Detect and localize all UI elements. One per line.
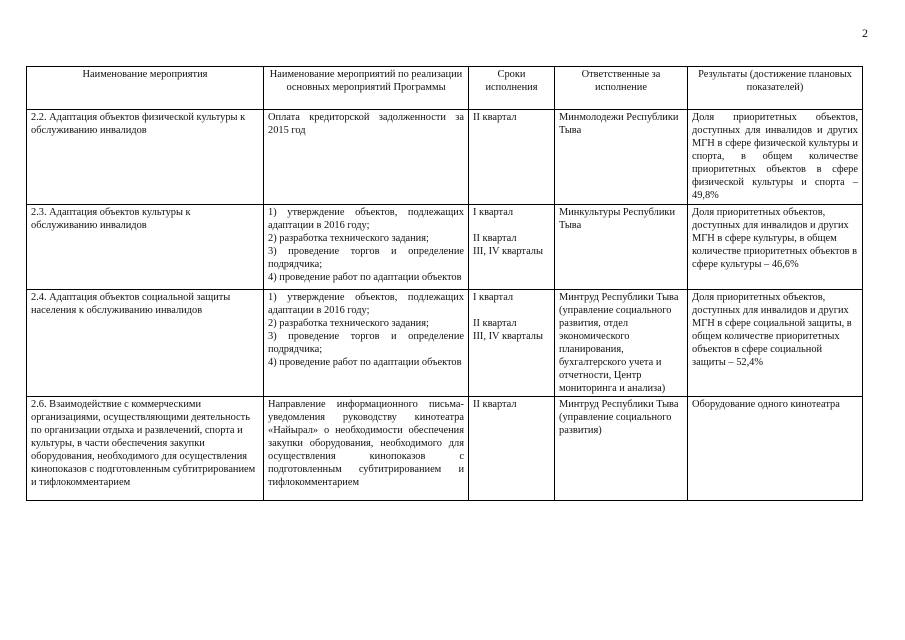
sub-event-item: 4) проведение работ по адаптации объектов xyxy=(268,357,462,368)
deadline-cell xyxy=(469,397,555,501)
deadline-cell xyxy=(469,290,555,397)
deadline-cell xyxy=(469,110,555,205)
table-row xyxy=(27,110,863,205)
responsible-cell: Минкультуры Республики Тыва xyxy=(555,205,688,290)
sub-event-item: 1) утверждение объектов, подлежащих адаптации в 2016 году; xyxy=(268,207,464,231)
event-name-cell: 2.3. Адаптация объектов культуры к обслуживанию инвалидов xyxy=(27,205,264,290)
sub-events-cell xyxy=(264,290,469,397)
table-row xyxy=(27,290,863,397)
deadline-item: II квартал xyxy=(473,233,517,244)
deadline-item: II квартал xyxy=(473,318,517,329)
results-cell: Доля приоритетных объектов, доступных для инвалидов и других МГН в сфере культуры, в общем количестве приоритетных объектов в сфере культуры – 46,6% xyxy=(688,205,863,290)
sub-event-item: 3) проведение торгов и определение подрядчика; xyxy=(268,246,464,270)
sub-event-item: Оплата кредиторской задолженности за 2015 год xyxy=(268,112,464,136)
event-name-cell: 2.4. Адаптация объектов социальной защиты населения к обслуживанию инвалидов xyxy=(27,290,264,397)
deadline-item: II квартал xyxy=(473,112,517,123)
header-event-name: Наименование мероприятия xyxy=(27,67,264,110)
header-results: Результаты (достижение плановых показателей) xyxy=(688,67,863,110)
deadline-item: I квартал xyxy=(473,207,514,218)
results-cell: Доля приоритетных объектов, доступных для инвалидов и других МГН в сфере физической культуры и спорта, в общем количестве приоритетных объектов в сфере физической культуры и спорта – 49,8% xyxy=(688,110,863,205)
header-responsible: Ответственные за исполнение xyxy=(555,67,688,110)
table-header-row xyxy=(27,67,863,110)
page-number: 2 xyxy=(862,26,868,40)
event-name-cell: 2.6. Взаимодействие с коммерческими организациями, осуществляющими деятельность по организации отдыха и развлечений, спорта и культуры, в части обеспечения закупки оборудования, необходимого для осуществления кинопоказов с подготовленным субтитрированием и тифлокомментарием xyxy=(27,397,264,501)
sub-event-item: 3) проведение торгов и определение подрядчика; xyxy=(268,331,464,355)
deadline-item: III, IV кварталы xyxy=(473,246,543,257)
event-name-cell: 2.2. Адаптация объектов физической культуры к обслуживанию инвалидов xyxy=(27,110,264,205)
action-plan-table xyxy=(26,66,863,501)
sub-events-cell xyxy=(264,205,469,290)
results-cell: Оборудование одного кинотеатра xyxy=(688,397,863,501)
responsible-cell: Минмолодежи Республики Тыва xyxy=(555,110,688,205)
sub-event-item: 2) разработка технического задания; xyxy=(268,318,429,329)
sub-event-item: 2) разработка технического задания; xyxy=(268,233,429,244)
deadline-item: I квартал xyxy=(473,292,514,303)
sub-events-cell xyxy=(264,397,469,501)
results-cell: Доля приоритетных объектов, доступных для инвалидов и других МГН в сфере социальной защиты, в общем количестве приоритетных объектов в сфере социальной защиты – 52,4% xyxy=(688,290,863,397)
deadline-cell xyxy=(469,205,555,290)
table-row xyxy=(27,397,863,501)
deadline-item: III, IV кварталы xyxy=(473,331,543,342)
responsible-cell: Минтруд Республики Тыва (управление социального развития) xyxy=(555,397,688,501)
table-row xyxy=(27,205,863,290)
deadline-item: II квартал xyxy=(473,399,517,410)
sub-event-item: Направление информационного письма-уведомления руководству кинотеатра «Найырал» о необходимости обеспечения закупки оборудования, необходимого для осуществления кинопоказов с подготовленным субтитрированием и тифлокомментарием xyxy=(268,399,464,488)
responsible-cell: Минтруд Республики Тыва (управление социального развития, отдел экономического планирования, бухгалтерского учета и отчетности, Центр мониторинга и анализа) xyxy=(555,290,688,397)
header-sub-events: Наименование мероприятий по реализации основных мероприятий Программы xyxy=(264,67,469,110)
sub-event-item: 1) утверждение объектов, подлежащих адаптации в 2016 году; xyxy=(268,292,464,316)
header-deadlines: Сроки исполнения xyxy=(469,67,555,110)
sub-events-cell xyxy=(264,110,469,205)
sub-event-item: 4) проведение работ по адаптации объектов xyxy=(268,272,462,283)
